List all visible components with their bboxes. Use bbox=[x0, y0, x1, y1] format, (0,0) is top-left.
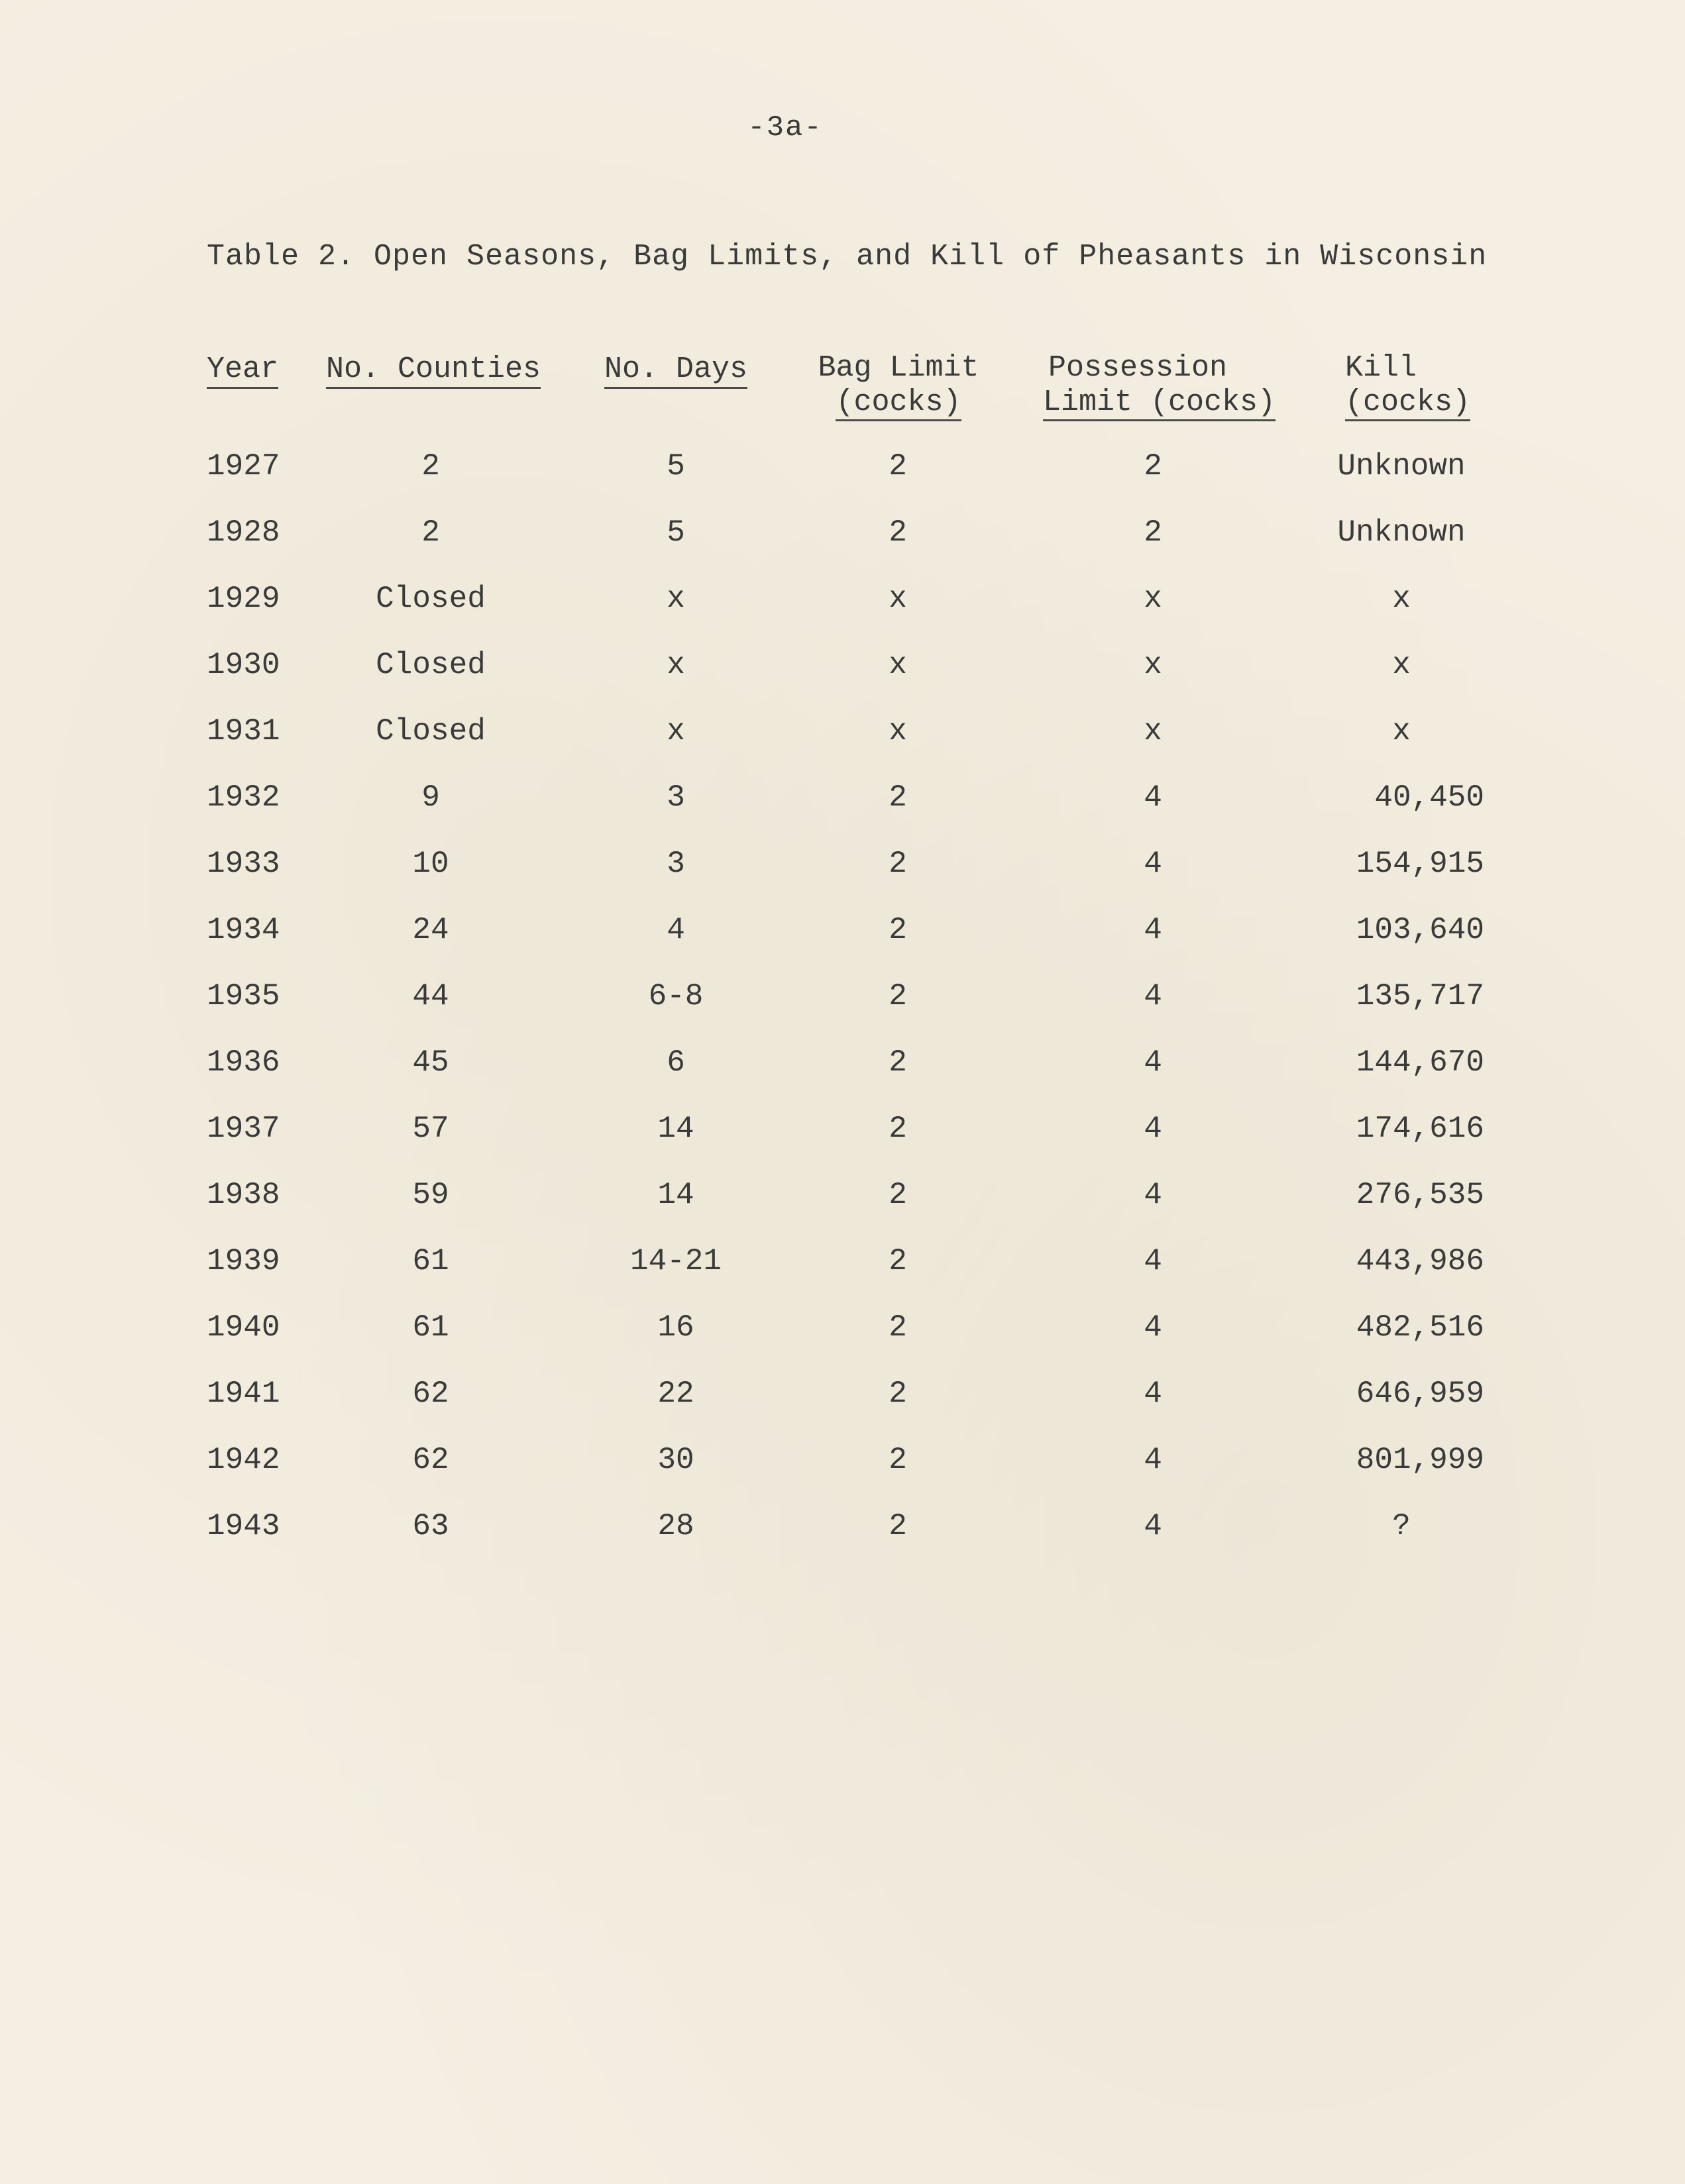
year-cell: 1932 bbox=[207, 780, 280, 815]
table-row bbox=[0, 844, 1685, 884]
days-cell: 5 bbox=[667, 449, 685, 484]
header-counties-label: No. Counties bbox=[326, 352, 541, 389]
header-bag-limit bbox=[806, 351, 991, 420]
possession-limit-cell: x bbox=[1144, 582, 1162, 616]
counties-cell: 44 bbox=[412, 979, 449, 1014]
counties-cell: 59 bbox=[412, 1178, 449, 1212]
bag-limit-cell: 2 bbox=[889, 1377, 907, 1411]
counties-cell: 2 bbox=[421, 515, 440, 550]
kill-cell: 40,450 bbox=[1374, 780, 1484, 815]
kill-cell: 154,915 bbox=[1356, 847, 1484, 881]
bag-limit-cell: 2 bbox=[889, 1178, 907, 1212]
bag-limit-cell: 2 bbox=[889, 449, 907, 484]
possession-limit-cell: 2 bbox=[1144, 515, 1162, 550]
counties-cell: 61 bbox=[412, 1310, 449, 1345]
header-bag-line2: (cocks) bbox=[836, 386, 961, 421]
days-cell: 3 bbox=[667, 780, 685, 815]
table-row bbox=[0, 910, 1685, 950]
counties-cell: Closed bbox=[376, 648, 486, 682]
counties-cell: 24 bbox=[412, 913, 449, 947]
year-cell: 1935 bbox=[207, 979, 280, 1014]
header-kill bbox=[1345, 351, 1504, 420]
counties-cell: Closed bbox=[376, 582, 486, 616]
table-row bbox=[0, 1440, 1685, 1480]
bag-limit-cell: 2 bbox=[889, 979, 907, 1014]
days-cell: 16 bbox=[657, 1310, 694, 1345]
year-cell: 1943 bbox=[207, 1509, 280, 1543]
bag-limit-cell: 2 bbox=[889, 515, 907, 550]
table-row bbox=[0, 1175, 1685, 1215]
year-cell: 1937 bbox=[207, 1112, 280, 1146]
table-row bbox=[0, 1374, 1685, 1414]
days-cell: 30 bbox=[657, 1443, 694, 1477]
kill-cell: 174,616 bbox=[1356, 1112, 1484, 1146]
bag-limit-cell: x bbox=[889, 714, 907, 749]
year-cell: 1927 bbox=[207, 449, 280, 484]
bag-limit-cell: x bbox=[889, 582, 907, 616]
possession-limit-cell: 4 bbox=[1144, 1045, 1162, 1080]
days-cell: 28 bbox=[657, 1509, 694, 1543]
kill-cell: 801,999 bbox=[1356, 1443, 1484, 1477]
kill-cell: 443,986 bbox=[1356, 1244, 1484, 1278]
table-row bbox=[0, 778, 1685, 817]
header-poss-line1: Possession bbox=[1048, 351, 1228, 385]
table-row bbox=[0, 1506, 1685, 1546]
table-row bbox=[0, 1109, 1685, 1149]
year-cell: 1936 bbox=[207, 1045, 280, 1080]
bag-limit-cell: 2 bbox=[889, 1509, 907, 1543]
bag-limit-cell: 2 bbox=[889, 780, 907, 815]
possession-limit-cell: 4 bbox=[1144, 1443, 1162, 1477]
counties-cell: 45 bbox=[412, 1045, 449, 1080]
counties-cell: 62 bbox=[412, 1443, 449, 1477]
header-kill-line1: Kill bbox=[1345, 351, 1417, 385]
possession-limit-cell: 4 bbox=[1144, 979, 1162, 1014]
counties-cell: 2 bbox=[421, 449, 440, 484]
possession-limit-cell: 4 bbox=[1144, 1112, 1162, 1146]
possession-limit-cell: 4 bbox=[1144, 1377, 1162, 1411]
bag-limit-cell: 2 bbox=[889, 1244, 907, 1278]
table-row bbox=[0, 1308, 1685, 1347]
days-cell: x bbox=[667, 714, 685, 749]
table-row bbox=[0, 645, 1685, 685]
year-cell: 1942 bbox=[207, 1443, 280, 1477]
counties-cell: 9 bbox=[421, 780, 440, 815]
possession-limit-cell: 4 bbox=[1144, 1244, 1162, 1278]
counties-cell: 10 bbox=[412, 847, 449, 881]
possession-limit-cell: 2 bbox=[1144, 449, 1162, 484]
year-cell: 1941 bbox=[207, 1377, 280, 1411]
kill-cell: x bbox=[1392, 648, 1411, 682]
counties-cell: 57 bbox=[412, 1112, 449, 1146]
table-row bbox=[0, 446, 1685, 486]
days-cell: 6-8 bbox=[648, 979, 704, 1014]
counties-cell: 62 bbox=[412, 1377, 449, 1411]
days-cell: 22 bbox=[657, 1377, 694, 1411]
days-cell: 5 bbox=[667, 515, 685, 550]
possession-limit-cell: 4 bbox=[1144, 780, 1162, 815]
header-kill-line2: (cocks) bbox=[1345, 386, 1470, 421]
page-number: -3a- bbox=[747, 111, 823, 144]
year-cell: 1933 bbox=[207, 847, 280, 881]
days-cell: 14 bbox=[657, 1178, 694, 1212]
kill-cell: 646,959 bbox=[1356, 1377, 1484, 1411]
counties-cell: 61 bbox=[412, 1244, 449, 1278]
bag-limit-cell: x bbox=[889, 648, 907, 682]
possession-limit-cell: x bbox=[1144, 648, 1162, 682]
kill-cell: 135,717 bbox=[1356, 979, 1484, 1014]
days-cell: 14 bbox=[657, 1112, 694, 1146]
bag-limit-cell: 2 bbox=[889, 1045, 907, 1080]
days-cell: 14-21 bbox=[629, 1244, 722, 1278]
days-cell: 4 bbox=[667, 913, 685, 947]
table-title: Table 2. Open Seasons, Bag Limits, and Kill of Pheasants in Wisconsin bbox=[207, 240, 1488, 274]
bag-limit-cell: 2 bbox=[889, 1112, 907, 1146]
kill-cell: Unknown bbox=[1337, 515, 1466, 550]
possession-limit-cell: 4 bbox=[1144, 1509, 1162, 1543]
year-cell: 1929 bbox=[207, 582, 280, 616]
header-days bbox=[604, 352, 747, 389]
days-cell: x bbox=[667, 648, 685, 682]
year-cell: 1930 bbox=[207, 648, 280, 682]
header-year-label: Year bbox=[207, 352, 278, 389]
counties-cell: Closed bbox=[376, 714, 486, 749]
year-cell: 1928 bbox=[207, 515, 280, 550]
kill-cell: Unknown bbox=[1337, 449, 1466, 484]
bag-limit-cell: 2 bbox=[889, 847, 907, 881]
header-possession-limit bbox=[1043, 351, 1308, 420]
bag-limit-cell: 2 bbox=[889, 913, 907, 947]
kill-cell: x bbox=[1392, 714, 1411, 749]
header-poss-line2: Limit (cocks) bbox=[1043, 386, 1276, 421]
kill-cell: ? bbox=[1392, 1509, 1411, 1543]
header-year bbox=[207, 352, 278, 389]
kill-cell: 276,535 bbox=[1356, 1178, 1484, 1212]
kill-cell: 144,670 bbox=[1356, 1045, 1484, 1080]
days-cell: 3 bbox=[667, 847, 685, 881]
kill-cell: 482,516 bbox=[1356, 1310, 1484, 1345]
table-row bbox=[0, 513, 1685, 552]
table-row bbox=[0, 579, 1685, 619]
table-row bbox=[0, 1043, 1685, 1082]
bag-limit-cell: 2 bbox=[889, 1310, 907, 1345]
kill-cell: 103,640 bbox=[1356, 913, 1484, 947]
kill-cell: x bbox=[1392, 582, 1411, 616]
possession-limit-cell: 4 bbox=[1144, 1310, 1162, 1345]
year-cell: 1940 bbox=[207, 1310, 280, 1345]
table-row bbox=[0, 711, 1685, 751]
header-bag-line1: Bag Limit bbox=[818, 351, 979, 385]
year-cell: 1938 bbox=[207, 1178, 280, 1212]
possession-limit-cell: 4 bbox=[1144, 913, 1162, 947]
possession-limit-cell: x bbox=[1144, 714, 1162, 749]
table-row bbox=[0, 976, 1685, 1016]
year-cell: 1934 bbox=[207, 913, 280, 947]
header-counties bbox=[326, 352, 541, 389]
possession-limit-cell: 4 bbox=[1144, 847, 1162, 881]
bag-limit-cell: 2 bbox=[889, 1443, 907, 1477]
days-cell: x bbox=[667, 582, 685, 616]
counties-cell: 63 bbox=[412, 1509, 449, 1543]
days-cell: 6 bbox=[667, 1045, 685, 1080]
year-cell: 1939 bbox=[207, 1244, 280, 1278]
possession-limit-cell: 4 bbox=[1144, 1178, 1162, 1212]
header-days-label: No. Days bbox=[604, 352, 747, 389]
year-cell: 1931 bbox=[207, 714, 280, 749]
table-row bbox=[0, 1241, 1685, 1281]
